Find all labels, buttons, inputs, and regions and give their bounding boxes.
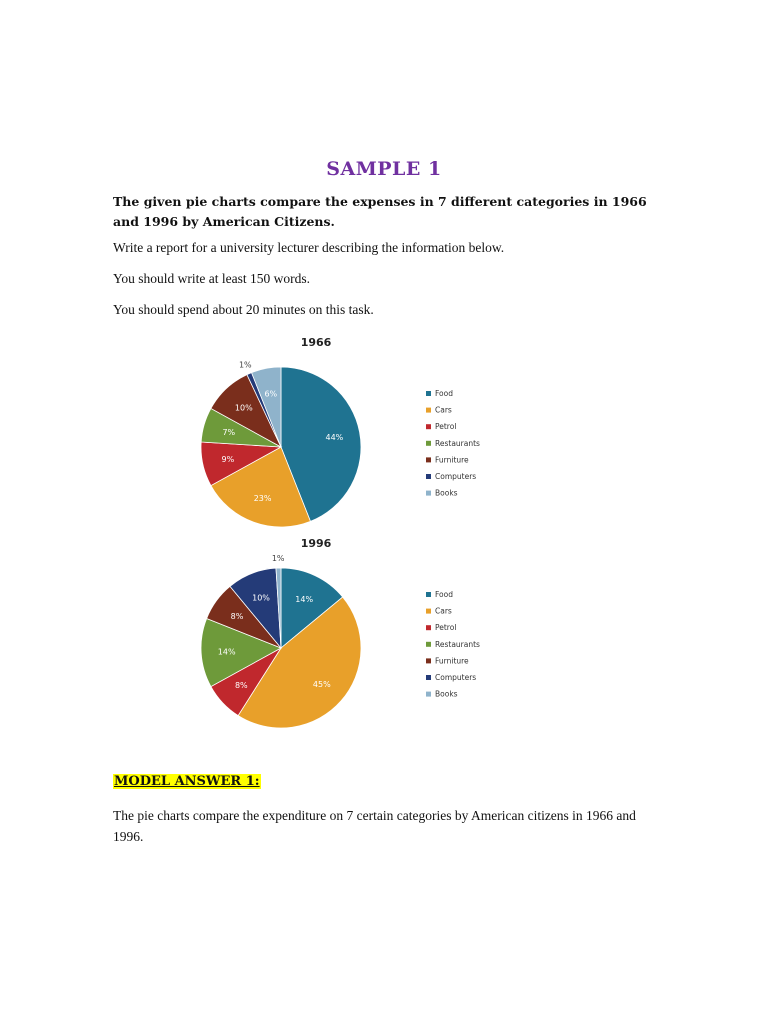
- legend-swatch-computers: [426, 675, 431, 680]
- data-label-books: 6%: [264, 389, 278, 399]
- legend-swatch-restaurants: [426, 441, 431, 446]
- legend-swatch-food: [426, 391, 431, 396]
- legend-label-furniture: Furniture: [435, 656, 469, 666]
- data-label-furniture: 10%: [234, 403, 253, 413]
- legend-swatch-petrol: [426, 424, 431, 429]
- data-label-food: 14%: [295, 594, 314, 604]
- legend-label-petrol: Petrol: [435, 422, 457, 432]
- legend-swatch-food: [426, 592, 431, 597]
- legend-label-restaurants: Restaurants: [435, 639, 480, 649]
- data-label-books: 1%: [271, 554, 285, 563]
- legend-label-petrol: Petrol: [435, 623, 457, 633]
- data-label-furniture: 8%: [230, 612, 244, 621]
- data-label-computers: 10%: [252, 593, 270, 603]
- legend-swatch-books: [426, 491, 431, 496]
- pie-chart-1996-svg: [190, 533, 590, 733]
- pie-chart-1996: [190, 533, 590, 733]
- legend-label-cars: Cars: [435, 405, 452, 415]
- instruction-3: You should spend about 20 minutes on this task.: [113, 302, 374, 317]
- legend-label-furniture: Furniture: [435, 455, 469, 465]
- legend-label-cars: Cars: [435, 606, 452, 616]
- data-label-food: 44%: [325, 432, 344, 442]
- legend-label-computers: Computers: [435, 673, 477, 682]
- legend-label-computers: Computers: [435, 472, 477, 481]
- legend-label-books: Books: [435, 689, 458, 699]
- data-label-computers: 1%: [238, 360, 252, 370]
- task-prompt: The given pie charts compare the expenses in 7 different categories in 1966 and 1996 by American Citizens.: [113, 194, 647, 229]
- pie-chart-1966-svg: [190, 332, 590, 532]
- legend-swatch-cars: [426, 408, 431, 413]
- legend-swatch-furniture: [426, 658, 431, 663]
- data-label-petrol: 9%: [221, 454, 235, 464]
- data-label-cars: 45%: [312, 680, 331, 689]
- page-title: SAMPLE 1: [326, 158, 442, 180]
- legend-swatch-furniture: [426, 457, 431, 462]
- data-label-restaurants: 14%: [217, 647, 236, 657]
- instruction-1: Write a report for a university lecturer describing the information below.: [113, 240, 505, 255]
- instruction-2: You should write at least 150 words.: [113, 271, 310, 286]
- data-label-petrol: 8%: [234, 681, 248, 691]
- pie-chart-1966: [190, 332, 590, 532]
- chart-title: 1966: [300, 336, 332, 349]
- model-answer-heading: MODEL ANSWER 1:: [114, 774, 260, 789]
- model-answer-text: The pie charts compare the expenditure on 7 certain categories by American citizens in 1966 and 1996.: [113, 808, 636, 844]
- data-label-restaurants: 7%: [222, 427, 236, 437]
- legend-swatch-computers: [426, 474, 431, 479]
- legend-label-books: Books: [435, 488, 458, 498]
- legend-label-restaurants: Restaurants: [435, 438, 480, 448]
- legend-swatch-restaurants: [426, 642, 431, 647]
- legend-swatch-cars: [426, 609, 431, 614]
- legend-swatch-petrol: [426, 625, 431, 630]
- data-label-cars: 23%: [253, 494, 272, 504]
- legend-label-food: Food: [435, 389, 453, 398]
- legend-swatch-books: [426, 692, 431, 697]
- chart-title: 1996: [300, 537, 332, 550]
- legend-label-food: Food: [435, 590, 453, 599]
